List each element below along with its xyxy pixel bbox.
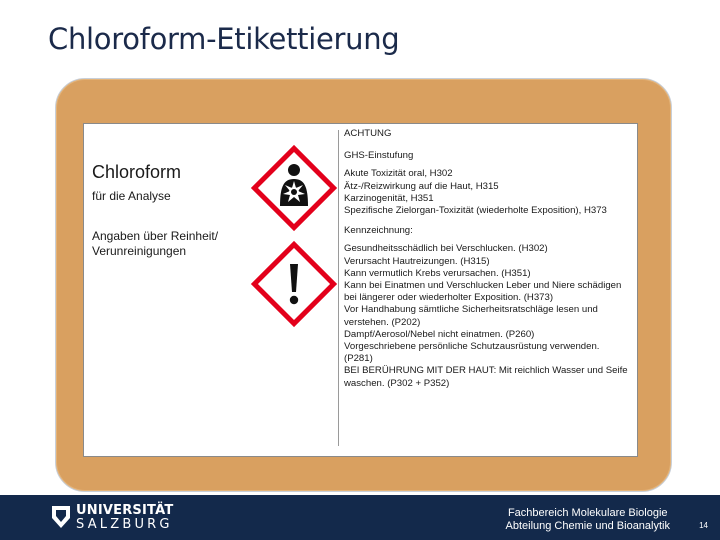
university-name [76, 504, 173, 532]
statement: Vor Handhabung sämtliche Sicherheitsratschläge lesen und verstehen. (P202) [344, 304, 598, 328]
kennzeichnung-heading: Kennzeichnung: [344, 225, 413, 237]
purity-info: Angaben über Reinheit/ Verunreinigungen [92, 229, 219, 258]
slide-title: Chloroform-Etikettierung [48, 22, 400, 56]
product-info [92, 162, 252, 259]
page-number: 14 [699, 521, 708, 530]
statement: Verursacht Hautreizungen. (H315) [344, 255, 490, 267]
signal-word: ACHTUNG [344, 128, 392, 139]
hazard-text [344, 128, 630, 390]
exclamation-mark-icon [250, 240, 338, 328]
product-name: Chloroform [92, 162, 182, 182]
ghs-heading: GHS-Einstufung [344, 150, 414, 162]
statement: BEI BERÜHRUNG MIT DER HAUT: Mit reichlich Wasser und Seife waschen. (P302 + P352) [344, 365, 628, 389]
department-info [506, 507, 671, 533]
ghs-pictograms [250, 144, 340, 336]
department-line1: Fachbereich Molekulare Biologie [507, 507, 668, 519]
product-grade: für die Analyse [92, 189, 171, 203]
statement: Kann bei Einatmen und Verschlucken Leber und Niere schädigen bei längerer oder wiederholter Exposition. (H373) [344, 280, 622, 304]
statement: Gesundheitsschädlich bei Verschlucken. (H302) [344, 243, 548, 255]
statement: Vorgeschriebene persönliche Schutzausrüstung verwenden. (P281) [344, 341, 600, 365]
chemical-label [83, 123, 638, 457]
ghs-item: Karzinogenität, H351 [344, 192, 434, 204]
statement: Kann vermutlich Krebs verursachen. (H351) [344, 267, 531, 279]
university-name-line2: SALZBURG [76, 517, 173, 532]
university-name-line1: UNIVERSITÄT [76, 503, 174, 518]
ghs-item: Ätz-/Reizwirkung auf die Haut, H315 [344, 180, 499, 192]
health-hazard-icon [250, 144, 338, 232]
column-divider [338, 130, 339, 446]
ghs-item: Akute Toxizität oral, H302 [344, 168, 453, 180]
statement: Dampf/Aerosol/Nebel nicht einatmen. (P260) [344, 328, 535, 340]
footer-bar [0, 495, 720, 540]
university-logo-icon [50, 504, 72, 530]
department-line2: Abteilung Chemie und Bioanalytik [505, 520, 670, 532]
ghs-item: Spezifische Zielorgan-Toxizität (wiederholte Exposition), H373 [344, 205, 607, 217]
